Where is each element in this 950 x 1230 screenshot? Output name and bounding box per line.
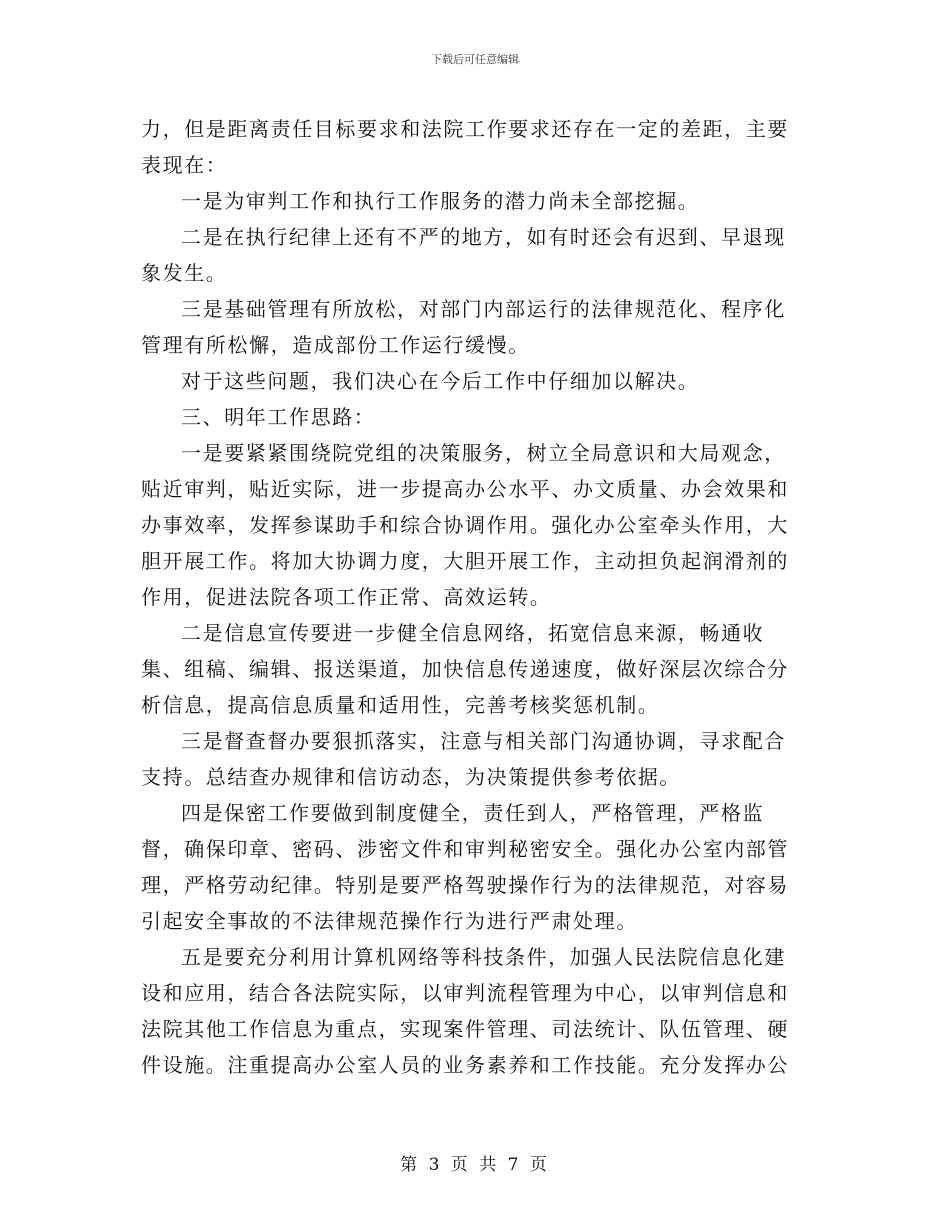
paragraph: 一是要紧紧围绕院党组的决策服务，树立全局意识和大局观念，贴近审判，贴近实际，进一步提高办公水平、办文质量、办会效果和办事效率，发挥参谋助手和综合协调作用。强化办公室牵头作用，大胆开展工作。将加大协调力度，大胆开展工作，主动担负起润滑剂的作用，促进法院各项工作正常、高效运转。 (141, 441, 789, 609)
section-heading: 三、明年工作思路： (181, 405, 376, 429)
paragraph: 四是保密工作要做到制度健全，责任到人，严格管理，严格监督，确保印章、密码、涉密文件和审判秘密安全。强化办公室内部管理，严格劳动纪律。特别是要严格驾驶操作行为的法律规范，对容易引起安全事故的不法律规范操作行为进行严肃处理。 (141, 801, 789, 933)
paragraph: 五是要充分利用计算机网络等科技条件，加强人民法院信息化建设和应用，结合各法院实际，以审判流程管理为中心，以审判信息和法院其他工作信息为重点，实现案件管理、司法统计、队伍管理、硬件设施。注重提高办公室人员的业务素养和工作技能。充分发挥办公 (141, 945, 789, 1077)
paragraph: 力，但是距离责任目标要求和法院工作要求还存在一定的差距，主要表现在： (141, 117, 789, 177)
document-body (141, 111, 803, 1083)
paragraph: 二是信息宣传要进一步健全信息网络，拓宽信息来源，畅通收集、组稿、编辑、报送渠道，加快信息传递速度，做好深层次综合分析信息，提高信息质量和适用性，完善考核奖惩机制。 (141, 621, 789, 717)
paragraph: 对于这些问题，我们决心在今后工作中仔细加以解决。 (181, 369, 700, 393)
paragraph: 一是为审判工作和执行工作服务的潜力尚未全部挖掘。 (181, 189, 700, 213)
page-header-note: 下载后可任意编辑 (431, 53, 519, 66)
paragraph: 二是在执行纪律上还有不严的地方，如有时还会有迟到、早退现象发生。 (141, 225, 786, 285)
page-number: 第 3 页 共 7 页 (400, 1155, 550, 1175)
paragraph: 三是督查督办要狠抓落实，注意与相关部门沟通协调，寻求配合支持。总结查办规律和信访动态，为决策提供参考依据。 (141, 729, 786, 789)
paragraph: 三是基础管理有所放松，对部门内部运行的法律规范化、程序化管理有所松懈，造成部份工作运行缓慢。 (141, 297, 786, 357)
